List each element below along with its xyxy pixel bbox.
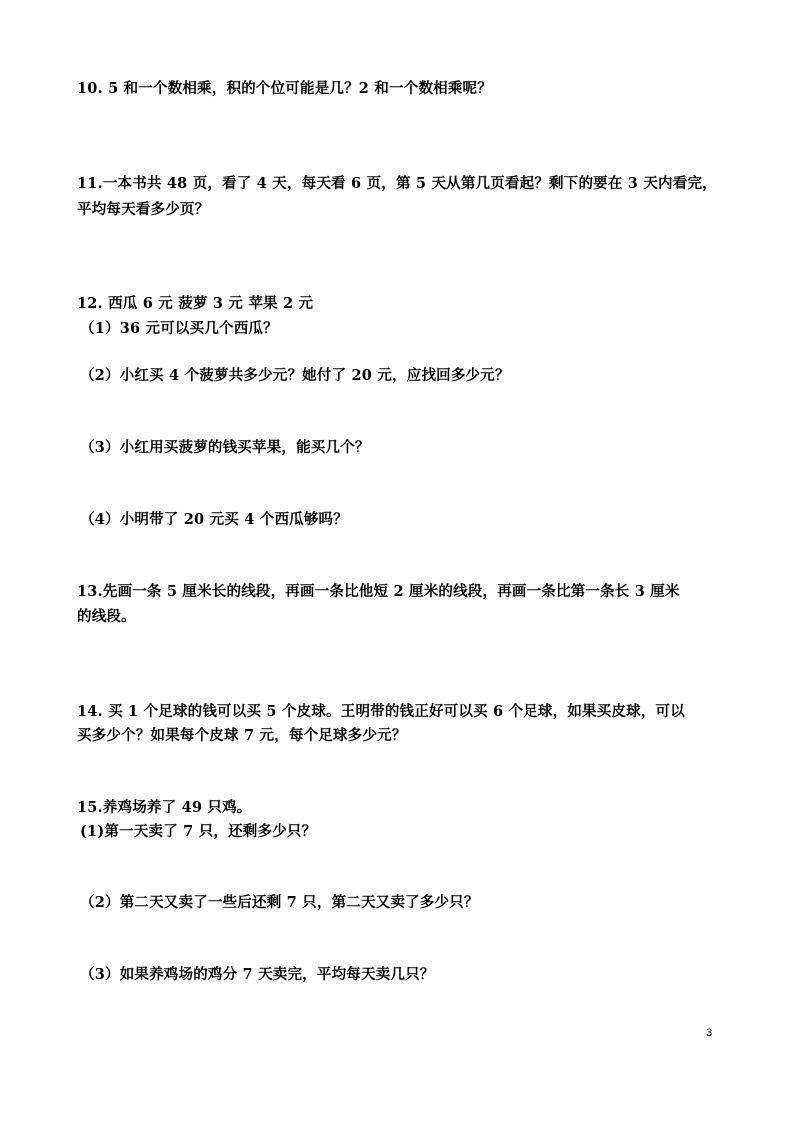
question-13-line-2: 的线段。 xyxy=(77,608,136,625)
question-12-part-4: （4）小明带了 20 元买 4 个西瓜够吗？ xyxy=(80,511,348,528)
question-12-part-1: （1）36 元可以买几个西瓜？ xyxy=(80,320,278,337)
question-12-header: 12. 西瓜 6 元 菠萝 3 元 苹果 2 元 xyxy=(77,295,314,312)
question-15-header: 15.养鸡场养了 49 只鸡。 xyxy=(77,799,252,816)
question-10-text: 10. 5 和一个数相乘，积的个位可能是几？2 和一个数相乘呢？ xyxy=(77,80,492,97)
question-14-line-1: 14. 买 1 个足球的钱可以买 5 个皮球。王明带的钱正好可以买 6 个足球，如果买皮球，可以 xyxy=(77,703,685,720)
question-14-line-2: 买多少个？如果每个皮球 7 元，每个足球多少元？ xyxy=(77,727,407,744)
question-13-line-1: 13.先画一条 5 厘米长的线段，再画一条比他短 2 厘米的线段，再画一条比第一条长 3 厘米 xyxy=(77,583,680,600)
question-15-part-1: (1)第一天卖了 7 只，还剩多少只？ xyxy=(80,823,317,840)
question-15-part-3: （3）如果养鸡场的鸡分 7 天卖完，平均每天卖几只？ xyxy=(80,966,435,983)
page-number: 3 xyxy=(706,1027,713,1039)
question-15-part-2: （2）第二天又卖了一些后还剩 7 只，第二天又卖了多少只？ xyxy=(80,894,479,911)
question-12-part-2: （2）小红买 4 个菠萝共多少元？她付了 20 元，应找回多少元？ xyxy=(80,367,510,384)
question-12-part-3: （3）小红用买菠萝的钱买苹果，能买几个？ xyxy=(80,439,370,456)
question-11-line-2: 平均每天看多少页？ xyxy=(77,201,210,218)
question-11-line-1: 11.一本书共 48 页，看了 4 天，每天看 6 页，第 5 天从第几页看起？剩下的要在 3 天内看完， xyxy=(77,175,717,192)
